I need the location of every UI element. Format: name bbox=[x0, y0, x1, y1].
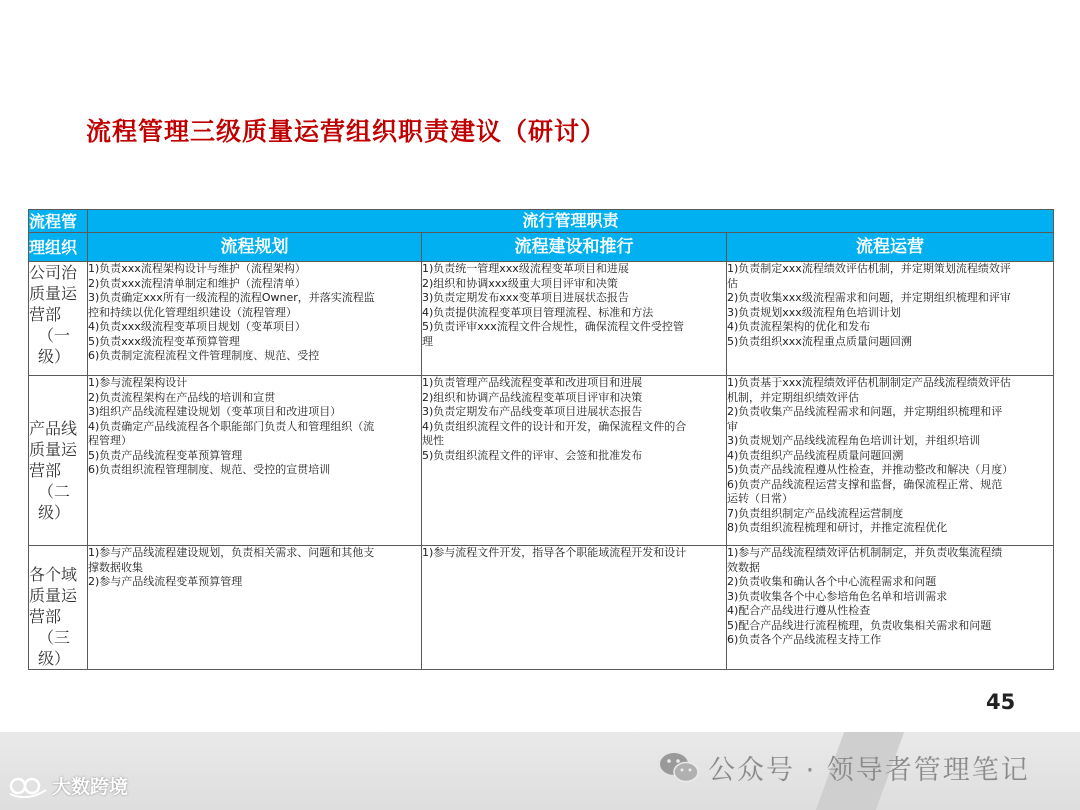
org-cell bbox=[29, 546, 88, 670]
duty-line: 估 bbox=[727, 276, 738, 290]
duty-line: 1)负责管理产品线流程变革和改进项目和进展 bbox=[422, 376, 643, 389]
duty-line: 5)负责组织流程文件的评审、会签和批准发布 bbox=[422, 448, 643, 462]
duty-line: 1)参与流程文件开发，指导各个职能域流程开发和设计 bbox=[422, 546, 687, 559]
wechat-icon bbox=[658, 750, 700, 786]
duty-cell-planning bbox=[88, 376, 422, 546]
duty-line: 3)负责确定xxx所有一级流程的流程Owner，并落实流程监 bbox=[88, 291, 375, 304]
duty-line: 理 bbox=[422, 334, 433, 348]
org-cell bbox=[29, 262, 88, 376]
duty-line: 4)负责提供流程变革项目管理流程、标准和方法 bbox=[422, 305, 654, 319]
org-line: 质量运 bbox=[29, 440, 78, 459]
corner-header bbox=[29, 210, 88, 233]
duty-line: 1)参与产品线流程建设规划，负责相关需求、问题和其他支 bbox=[88, 546, 375, 559]
duty-line: 1)负责统一管理xxx级流程变革项目和进展 bbox=[422, 262, 629, 275]
duty-cell-operation bbox=[727, 546, 1054, 670]
duty-cell-construction bbox=[422, 546, 727, 670]
duty-cell-planning bbox=[88, 546, 422, 670]
org-line: 产品线 bbox=[29, 419, 78, 438]
org-level: （二级） bbox=[38, 482, 71, 522]
duty-line: 5)配合产品线进行流程梳理，负责收集相关需求和问题 bbox=[727, 618, 992, 632]
duty-line: 撑数据收集 bbox=[88, 560, 143, 574]
duty-cell-operation bbox=[727, 262, 1054, 376]
duty-line: 3)负责定期发布xxx变革项目进展状态报告 bbox=[422, 291, 629, 304]
duty-line: 7)负责组织制定产品线流程运营制度 bbox=[727, 506, 904, 520]
duty-line: 1)参与流程架构设计 bbox=[88, 376, 188, 389]
org-line: 各个域 bbox=[29, 565, 78, 584]
duty-line: 1)负责xxx流程架构设计与维护（流程架构） bbox=[88, 262, 306, 275]
duty-line: 6)负责产品线流程运营支撑和监督，确保流程正常、规范 bbox=[727, 477, 1003, 491]
duty-line: 4)负责确定产品线流程各个职能部门负责人和管理组织（流 bbox=[88, 419, 375, 433]
wechat-account-name: 公众号 · 领导者管理笔记 bbox=[708, 755, 1030, 786]
duty-line: 2)负责xxx流程清单制定和维护（流程清单） bbox=[88, 276, 306, 290]
duty-line: 审 bbox=[727, 419, 738, 433]
org-line: 质量运 bbox=[29, 284, 78, 303]
column-header-operation: 流程运营 bbox=[727, 233, 1054, 262]
duty-cell-planning bbox=[88, 262, 422, 376]
corner-label-line2: 理组织 bbox=[29, 237, 78, 257]
duty-line: 1)参与产品线流程绩效评估机制制定，并负责收集流程绩 bbox=[727, 546, 1003, 559]
duty-line: 3)负责收集各个中心参培角色名单和培训需求 bbox=[727, 589, 948, 603]
org-level: （一级） bbox=[38, 326, 71, 366]
brand-name: 大数跨境 bbox=[52, 776, 129, 798]
table-row bbox=[29, 376, 1054, 546]
duty-line: 2)负责流程架构在产品线的培训和宣贯 bbox=[88, 390, 276, 404]
duty-line: 4)负责xxx级流程变革项目规划（变革项目） bbox=[88, 320, 306, 333]
duty-cell-operation bbox=[727, 376, 1054, 546]
duty-line: 5)负责评审xxx流程文件合规性，确保流程文件受控管 bbox=[422, 320, 684, 333]
duty-line: 1)负责基于xxx流程绩效评估机制制定产品线流程绩效评估 bbox=[727, 376, 1011, 389]
duty-line: 程管理） bbox=[88, 434, 132, 447]
duty-line: 2)负责收集产品线流程需求和问题，并定期组织梳理和评 bbox=[727, 405, 1003, 418]
duty-line: 效数据 bbox=[727, 560, 760, 574]
duty-line: 4)负责组织产品线流程质量问题回溯 bbox=[727, 448, 904, 462]
duty-line: 5)负责产品线流程遵从性检查，并推动整改和解决（月度） bbox=[727, 463, 1014, 476]
duty-line: 运转（日常） bbox=[727, 492, 793, 505]
duty-line: 控和持续以优化管理组织建设（流程管理） bbox=[88, 305, 297, 319]
duty-line: 5)负责xxx级流程变革预算管理 bbox=[88, 334, 240, 348]
responsibility-table bbox=[28, 209, 1054, 670]
header-row-2 bbox=[29, 233, 1054, 262]
duty-line: 2)组织和协调xxx级重大项目评审和决策 bbox=[422, 276, 618, 290]
duty-line: 1)负责制定xxx流程绩效评估机制，并定期策划流程绩效评 bbox=[727, 262, 1011, 275]
duty-line: 5)负责产品线流程变革预算管理 bbox=[88, 448, 243, 462]
duty-line: 6)负责制定流程流程文件管理制度、规范、受控 bbox=[88, 349, 320, 362]
brand-watermark bbox=[8, 772, 128, 799]
column-header-planning: 流程规划 bbox=[88, 233, 422, 262]
duty-line: 规性 bbox=[422, 434, 444, 447]
duty-line: 4)配合产品线进行遵从性检查 bbox=[727, 604, 871, 617]
page-number: 45 bbox=[986, 690, 1016, 714]
header-row-1 bbox=[29, 210, 1054, 233]
duty-line: 3)负责规划xxx级流程角色培训计划 bbox=[727, 305, 901, 319]
corner-header-2 bbox=[29, 233, 88, 262]
duty-line: 6)负责各个产品线流程支持工作 bbox=[727, 633, 882, 646]
org-line: 营部 bbox=[29, 305, 62, 324]
group-header: 流行管理职责 bbox=[88, 210, 1054, 233]
duty-cell-construction bbox=[422, 376, 727, 546]
duty-line: 3)负责规划产品线线流程角色培训计划，并组织培训 bbox=[727, 434, 981, 447]
page-title: 流程管理三级质量运营组织职责建议（研讨） bbox=[86, 117, 607, 146]
duty-line: 8)负责组织流程梳理和研讨，并推定流程优化 bbox=[727, 521, 948, 534]
org-line: 质量运 bbox=[29, 586, 78, 605]
wechat-watermark bbox=[658, 748, 1030, 787]
table-row bbox=[29, 262, 1054, 376]
duty-line: 2)组织和协调产品线流程变革项目评审和决策 bbox=[422, 390, 643, 404]
duty-line: 3)负责定期发布产品线变革项目进展状态报告 bbox=[422, 405, 643, 418]
duty-line: 3)组织产品线流程建设规划（变革项目和改进项目） bbox=[88, 405, 342, 418]
org-level: （三级） bbox=[38, 628, 71, 668]
column-header-construction: 流程建设和推行 bbox=[422, 233, 727, 262]
table-row bbox=[29, 546, 1054, 670]
duty-line: 2)负责收集和确认各个中心流程需求和问题 bbox=[727, 575, 937, 588]
org-line: 营部 bbox=[29, 461, 62, 480]
duty-line: 机制，并定期组织绩效评估 bbox=[727, 390, 859, 404]
brand-logo-icon bbox=[8, 774, 48, 798]
duty-line: 6)负责组织流程管理制度、规范、受控的宣贯培训 bbox=[88, 463, 331, 476]
duty-line: 5)负责组织xxx流程重点质量问题回溯 bbox=[727, 334, 912, 348]
org-cell bbox=[29, 376, 88, 546]
duty-line: 4)负责流程架构的优化和发布 bbox=[727, 320, 871, 333]
duty-line: 2)负责收集xxx级流程需求和问题，并定期组织梳理和评审 bbox=[727, 291, 1011, 304]
duty-line: 4)负责组织流程文件的设计和开发，确保流程文件的合 bbox=[422, 419, 687, 433]
duty-cell-construction bbox=[422, 262, 727, 376]
corner-label-line1: 流程管 bbox=[29, 211, 78, 231]
duty-line: 2)参与产品线流程变革预算管理 bbox=[88, 575, 243, 588]
org-line: 营部 bbox=[29, 607, 62, 626]
org-line: 公司治 bbox=[29, 263, 78, 282]
